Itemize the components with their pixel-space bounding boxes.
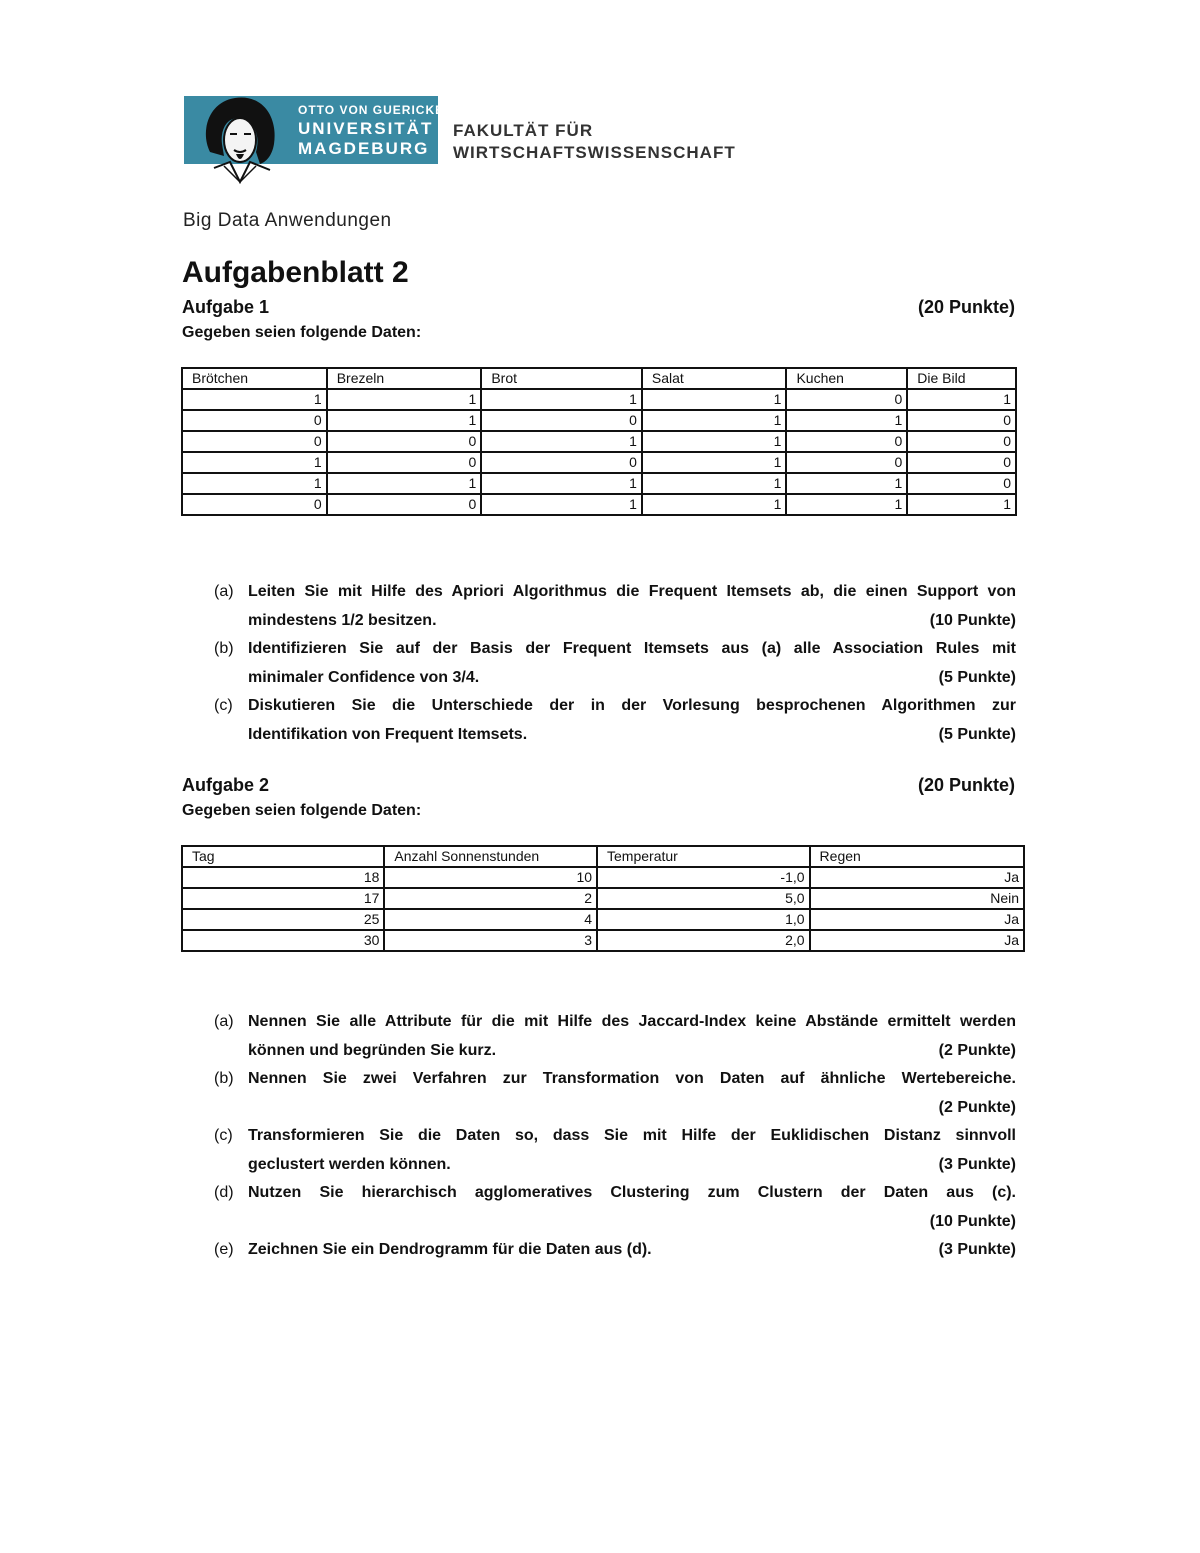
question-points: (10 Punkte) (929, 1212, 1016, 1230)
question-text: Leiten Sie mit Hilfe des Apriori Algorithmus die Frequent Itemsets ab, die einen Support von (248, 583, 1016, 600)
table-cell: 1 (907, 389, 1016, 410)
question-text-cont: mindestens 1/2 besitzen. (10 Punkte) (248, 607, 1016, 636)
logo-line3: MAGDEBURG (298, 139, 430, 158)
question-item (214, 1008, 1016, 1065)
table-row (182, 410, 1016, 431)
table-cell: 1 (327, 410, 482, 431)
table-cell: 0 (481, 410, 642, 431)
logo-line2: UNIVERSITÄT (298, 119, 434, 138)
column-header: Regen (810, 846, 1024, 867)
table-cell: 1 (481, 494, 642, 515)
table-cell: 0 (182, 431, 327, 452)
question-text-cont: können und begründen Sie kurz. (2 Punkte) (248, 1037, 1016, 1066)
table-cell: 0 (327, 431, 482, 452)
table-cell: 1 (642, 452, 787, 473)
question-item (214, 1236, 1016, 1265)
table-cell: 30 (182, 930, 384, 951)
table-cell: 0 (327, 452, 482, 473)
task1-questions (214, 578, 1016, 749)
table-cell: 0 (907, 410, 1016, 431)
table-cell: 25 (182, 909, 384, 930)
table-row (182, 930, 1024, 951)
table-cell: 0 (907, 431, 1016, 452)
question-text: Identifizieren Sie auf der Basis der Frequent Itemsets aus (a) alle Association Rules mit (248, 640, 1016, 657)
column-header: Die Bild (907, 368, 1016, 389)
table-cell: Nein (810, 888, 1024, 909)
table-cell: 0 (907, 473, 1016, 494)
table-cell: 1 (182, 473, 327, 494)
question-text-cont (248, 1208, 1016, 1237)
faculty-line1: FAKULTÄT FÜR (453, 121, 594, 140)
question-text-cont (248, 1094, 1016, 1123)
table-cell: 10 (384, 867, 597, 888)
question-points: (3 Punkte) (938, 1155, 1016, 1173)
question-item (214, 692, 1016, 749)
question-letter: (e) (214, 1241, 234, 1258)
table-cell: 1 (786, 410, 907, 431)
table-cell: 18 (182, 867, 384, 888)
task1-title: Aufgabe 1 (182, 297, 270, 317)
question-item (214, 1065, 1016, 1122)
question-points: (10 Punkte) (929, 611, 1016, 629)
task2-given: Gegeben seien folgende Daten: (182, 802, 422, 819)
question-text: Diskutieren Sie die Unterschiede der in der Vorlesung besprochenen Algorithmen zur (248, 697, 1016, 714)
task2-table (181, 845, 1025, 952)
table-cell: 1,0 (597, 909, 810, 930)
table-cell: -1,0 (597, 867, 810, 888)
question-text: Zeichnen Sie ein Dendrogramm für die Daten aus (d). (3 Punkte) (248, 1236, 1016, 1265)
question-letter: (c) (214, 697, 233, 714)
table-cell: 1 (182, 452, 327, 473)
task2-title: Aufgabe 2 (182, 775, 270, 795)
task1-given: Gegeben seien folgende Daten: (182, 324, 422, 341)
question-points: (2 Punkte) (938, 1041, 1016, 1059)
question-item (214, 578, 1016, 635)
table-row (182, 867, 1024, 888)
table-cell: 1 (327, 473, 482, 494)
question-points: (2 Punkte) (938, 1098, 1016, 1116)
table-cell: 4 (384, 909, 597, 930)
question-text: Nennen Sie alle Attribute für die mit Hilfe des Jaccard-Index keine Abstände ermittelt werden (248, 1013, 1016, 1030)
table-cell: 5,0 (597, 888, 810, 909)
column-header: Temperatur (597, 846, 810, 867)
table-cell: 1 (642, 389, 787, 410)
table-row (182, 389, 1016, 410)
table-cell: 1 (642, 431, 787, 452)
table-cell: Ja (810, 930, 1024, 951)
question-item (214, 1122, 1016, 1179)
question-text: Nutzen Sie hierarchisch agglomeratives Clustering zum Clustern der Daten aus (c). (248, 1184, 1016, 1201)
column-header: Salat (642, 368, 787, 389)
table-cell: 2 (384, 888, 597, 909)
table-cell: 1 (642, 410, 787, 431)
task2-points: (20 Punkte) (917, 775, 1015, 795)
table-cell: 1 (182, 389, 327, 410)
question-letter: (b) (214, 640, 234, 657)
column-header: Anzahl Sonnenstunden (384, 846, 597, 867)
table-row (182, 473, 1016, 494)
table-cell: 1 (786, 494, 907, 515)
column-header: Brezeln (327, 368, 482, 389)
table-cell: 1 (642, 494, 787, 515)
logo-line1: OTTO VON GUERICKE (298, 103, 445, 117)
table-cell: 0 (907, 452, 1016, 473)
table-row (182, 452, 1016, 473)
question-text-cont: minimaler Confidence von 3/4. (5 Punkte) (248, 664, 1016, 693)
table-cell: 0 (786, 389, 907, 410)
question-letter: (b) (214, 1070, 234, 1087)
task1-points: (20 Punkte) (917, 297, 1015, 317)
table-cell: 2,0 (597, 930, 810, 951)
table-cell: 1 (481, 431, 642, 452)
question-points: (5 Punkte) (938, 725, 1016, 743)
table-row (182, 909, 1024, 930)
question-text: Transformieren Sie die Daten so, dass Sie mit Hilfe der Euklidischen Distanz sinnvoll (248, 1127, 1016, 1144)
column-header: Brötchen (182, 368, 327, 389)
question-text-cont: geclustert werden können. (3 Punkte) (248, 1151, 1016, 1180)
question-item (214, 635, 1016, 692)
faculty-line2: WIRTSCHAFTSWISSENSCHAFT (453, 143, 736, 162)
question-letter: (c) (214, 1127, 233, 1144)
question-letter: (d) (214, 1184, 234, 1201)
table-cell: 1 (327, 389, 482, 410)
table-cell: 1 (481, 389, 642, 410)
question-letter: (a) (214, 583, 234, 600)
page-title: Aufgabenblatt 2 (182, 256, 409, 289)
task2-questions (214, 1008, 1016, 1265)
table-cell: Ja (810, 909, 1024, 930)
question-points: (5 Punkte) (938, 668, 1016, 686)
table-cell: 1 (786, 473, 907, 494)
question-item (214, 1179, 1016, 1236)
table-cell: 0 (786, 452, 907, 473)
table-cell: 0 (182, 410, 327, 431)
task1-table (181, 367, 1017, 516)
table-cell: 0 (182, 494, 327, 515)
table-cell: 3 (384, 930, 597, 951)
table-cell: 1 (642, 473, 787, 494)
question-points: (3 Punkte) (938, 1241, 1016, 1258)
table-row (182, 494, 1016, 515)
column-header: Brot (481, 368, 642, 389)
table-row (182, 888, 1024, 909)
table-row (182, 431, 1016, 452)
table-cell: Ja (810, 867, 1024, 888)
question-text: Nennen Sie zwei Verfahren zur Transformation von Daten auf ähnliche Wertebereiche. (248, 1070, 1016, 1087)
course-name: Big Data Anwendungen (183, 210, 392, 231)
table-cell: 1 (481, 473, 642, 494)
column-header: Kuchen (786, 368, 907, 389)
table-cell: 0 (481, 452, 642, 473)
column-header: Tag (182, 846, 384, 867)
table-cell: 17 (182, 888, 384, 909)
table-cell: 0 (786, 431, 907, 452)
guericke-portrait-icon (190, 92, 290, 184)
table-cell: 1 (907, 494, 1016, 515)
table-cell: 0 (327, 494, 482, 515)
question-letter: (a) (214, 1013, 234, 1030)
question-text-cont: Identifikation von Frequent Itemsets. (5 Punkte) (248, 721, 1016, 750)
